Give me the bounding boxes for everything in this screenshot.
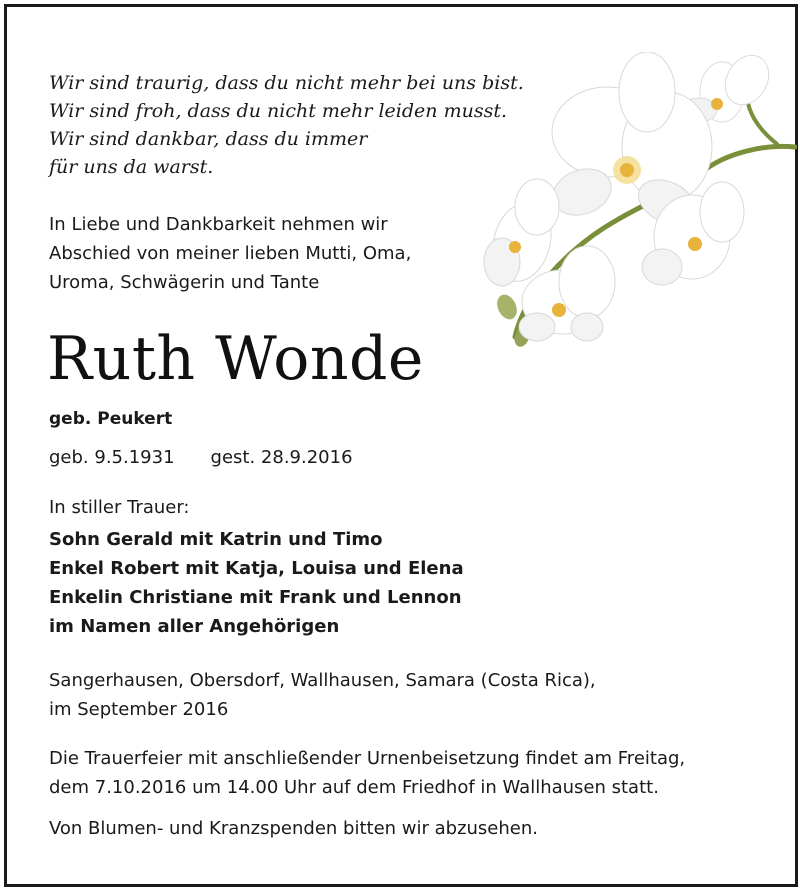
funeral-info xyxy=(49,744,685,802)
mourner-line: im Namen aller Angehörigen xyxy=(49,616,340,637)
mourner-line: Sohn Gerald mit Katrin und Timo xyxy=(49,529,383,550)
intro-line: Abschied von meiner lieben Mutti, Oma, xyxy=(49,243,412,264)
intro-line: In Liebe und Dankbarkeit nehmen wir xyxy=(49,214,388,235)
death-date: gest. 28.9.2016 xyxy=(210,447,353,468)
intro-line: Uroma, Schwägerin und Tante xyxy=(49,272,320,293)
orchid-illustration xyxy=(477,52,797,352)
deceased-name: Ruth Wonde xyxy=(47,324,424,394)
flowers-note: Von Blumen- und Kranzspenden bitten wir abzusehen. xyxy=(49,818,538,839)
intro-text xyxy=(49,210,411,297)
mourners-label: In stiller Trauer: xyxy=(49,497,190,518)
places-line: Sangerhausen, Obersdorf, Wallhausen, Samara (Costa Rica), xyxy=(49,670,596,691)
poem-line: Wir sind dankbar, dass du immer xyxy=(49,128,368,150)
mourner-line: Enkelin Christiane mit Frank und Lennon xyxy=(49,587,462,608)
maiden-name: geb. Peukert xyxy=(49,409,173,429)
poem-line: Wir sind froh, dass du nicht mehr leiden musst. xyxy=(49,100,507,122)
obituary-frame xyxy=(4,4,798,887)
poem-line: Wir sind traurig, dass du nicht mehr bei uns bist. xyxy=(49,72,524,94)
poem xyxy=(49,69,524,181)
mourners-list xyxy=(49,525,464,641)
funeral-line: dem 7.10.2016 um 14.00 Uhr auf dem Friedhof in Wallhausen statt. xyxy=(49,777,659,798)
birth-date: geb. 9.5.1931 xyxy=(49,447,175,468)
life-dates xyxy=(49,445,353,471)
mourner-line: Enkel Robert mit Katja, Louisa und Elena xyxy=(49,558,464,579)
places-and-date xyxy=(49,666,596,724)
poem-line: für uns da warst. xyxy=(49,156,214,178)
places-line: im September 2016 xyxy=(49,699,229,720)
funeral-line: Die Trauerfeier mit anschließender Urnenbeisetzung findet am Freitag, xyxy=(49,748,686,769)
